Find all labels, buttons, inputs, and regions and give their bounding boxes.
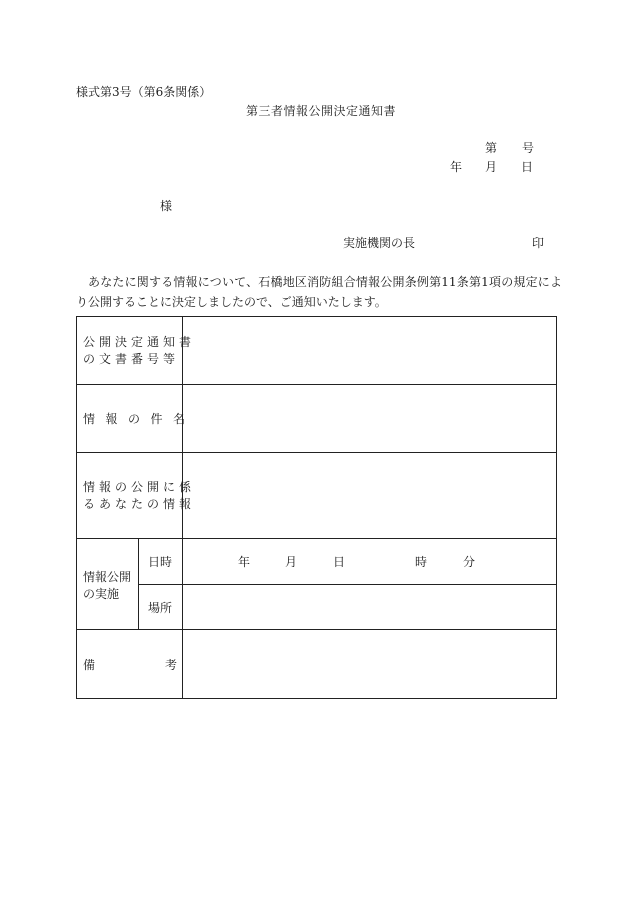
doc-number-label-line1: 公開決定通知書 bbox=[83, 335, 196, 349]
datetime-hour-unit: 時 bbox=[415, 555, 428, 569]
date-day-unit: 日 bbox=[521, 160, 534, 174]
document-title: 第三者情報公開決定通知書 bbox=[246, 104, 397, 118]
datetime-year-unit: 年 bbox=[238, 555, 251, 569]
implementation-label-line1: 情報公開 bbox=[83, 570, 132, 584]
document-number-suffix: 号 bbox=[522, 141, 535, 155]
form-number-label: 様式第3号（第6条関係） bbox=[76, 85, 212, 99]
doc-number-label-line2: の文書番号等 bbox=[83, 352, 180, 366]
remarks-label-right: 考 bbox=[165, 658, 178, 672]
datetime-day-unit: 日 bbox=[333, 555, 346, 569]
date-month-unit: 月 bbox=[485, 160, 498, 174]
row-divider bbox=[77, 384, 556, 385]
row-divider bbox=[138, 584, 556, 585]
subject-label-text: 情報の件名 bbox=[83, 412, 196, 426]
remarks-label-left: 備 bbox=[83, 658, 96, 672]
datetime-month-unit: 月 bbox=[285, 555, 298, 569]
row-divider bbox=[77, 538, 556, 539]
recipient-honorific: 様 bbox=[160, 199, 173, 213]
datetime-minute-unit: 分 bbox=[463, 555, 476, 569]
place-label: 場所 bbox=[148, 601, 173, 615]
row-divider bbox=[77, 452, 556, 453]
issuer-title: 実施機関の長 bbox=[343, 236, 416, 250]
related-info-label-line2: るあなたの情報 bbox=[83, 497, 196, 511]
document-number-prefix: 第 bbox=[485, 141, 498, 155]
seal-mark: 印 bbox=[532, 236, 545, 250]
notice-body-text: あなたに関する情報について、石橋地区消防組合情報公開条例第11条第1項の規定により公開することに決定しましたので、ご通知いたします。 bbox=[76, 275, 562, 309]
disclosure-details-table bbox=[76, 316, 557, 699]
date-year-unit: 年 bbox=[450, 160, 463, 174]
related-info-label-line1: 情報の公開に係 bbox=[83, 480, 196, 494]
subject-label bbox=[83, 411, 196, 428]
datetime-label: 日時 bbox=[148, 555, 173, 569]
row-divider bbox=[77, 629, 556, 630]
column-divider bbox=[138, 538, 139, 629]
implementation-label-line2: の実施 bbox=[83, 587, 120, 601]
